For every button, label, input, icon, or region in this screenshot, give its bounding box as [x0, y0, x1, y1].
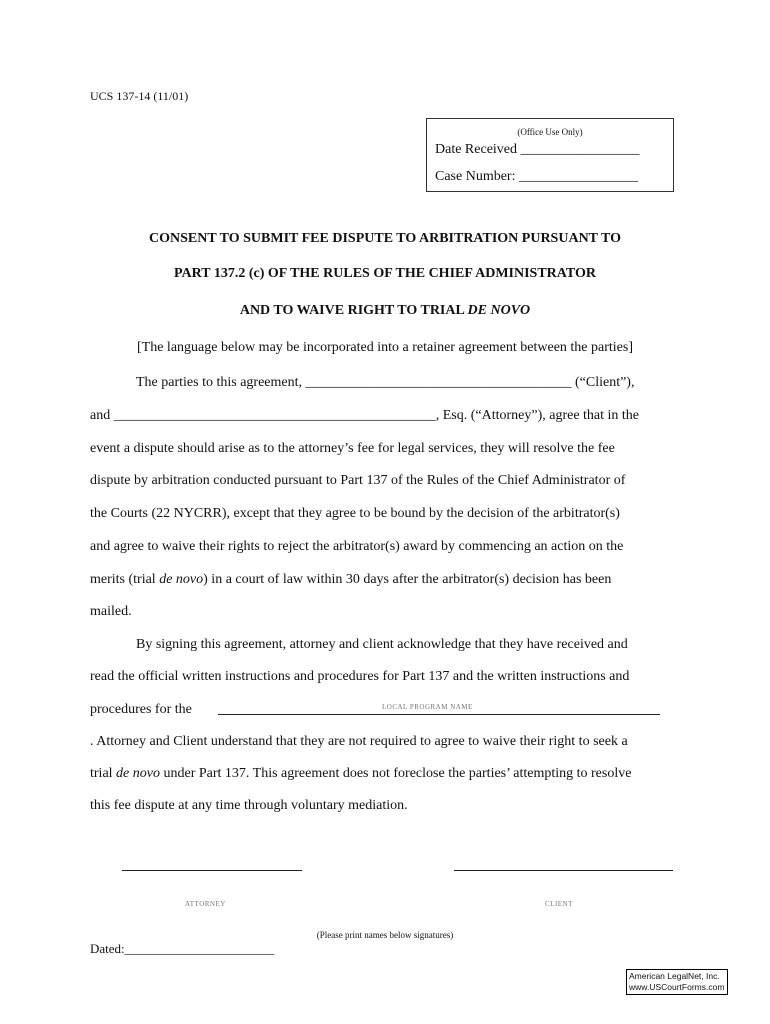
client-name-line[interactable]: The parties to this agreement, ______________________________________ (“Client”), [136, 375, 635, 390]
body-p2-line-5-a: trial [90, 766, 117, 781]
body-line-5: the Courts (22 NYCRR), except that they agree to be bound by the decision of the arbitrator(s) [90, 506, 620, 521]
body-line-7 [90, 572, 611, 588]
office-use-heading: (Office Use Only) [517, 127, 583, 137]
local-program-name-label: LOCAL PROGRAM NAME [382, 703, 473, 711]
attorney-name-line[interactable]: and ______________________________________________, Esq. (“Attorney”), agree that in the [90, 408, 640, 423]
body-line-6: and agree to waive their rights to reject the arbitrator(s) award by commencing an action on the [90, 539, 624, 554]
stamp-line-1: American LegalNet, Inc. [629, 971, 720, 981]
body-p2-line-4: . Attorney and Client understand that they are not required to agree to waive their right to seek a [90, 734, 628, 749]
retainer-note: [The language below may be incorporated into a retainer agreement between the parties] [137, 340, 633, 355]
attorney-signature-line[interactable] [122, 870, 302, 871]
date-received-field[interactable]: Date Received _________________ [435, 142, 640, 157]
attorney-label: ATTORNEY [185, 900, 226, 908]
stamp-line-2: www.USCourtForms.com [629, 982, 725, 992]
case-number-field[interactable]: Case Number: _________________ [435, 169, 638, 184]
body-p2-line-5-italic: de novo [116, 766, 160, 781]
client-signature-line[interactable] [454, 870, 673, 871]
client-label: CLIENT [545, 900, 573, 908]
title-line-3 [0, 303, 770, 319]
local-program-name-field[interactable] [218, 714, 660, 715]
body-p2-line-3: procedures for the [90, 702, 192, 717]
body-line-7-b: ) in a court of law within 30 days after the arbitrator(s) decision has been [203, 572, 612, 587]
title-line-2: PART 137.2 (c) OF THE RULES OF THE CHIEF ADMINISTRATOR [174, 266, 596, 281]
body-line-3: event a dispute should arise as to the attorney’s fee for legal services, they will resolve the fee [90, 441, 615, 456]
body-p2-line-2: read the official written instructions and procedures for Part 137 and the written instructions and [90, 669, 630, 684]
dated-field[interactable]: Dated:_______________________ [90, 941, 275, 956]
body-p2-line-5-b: under Part 137. This agreement does not foreclose the parties’ attempting to resolve [159, 766, 632, 781]
form-id: UCS 137-14 (11/01) [90, 89, 189, 103]
body-line-4: dispute by arbitration conducted pursuant to Part 137 of the Rules of the Chief Administrator of [90, 473, 626, 488]
legalnet-stamp [626, 969, 728, 995]
title-de-novo: DE NOVO [467, 303, 531, 318]
office-use-box [426, 118, 674, 192]
title-line-1: CONSENT TO SUBMIT FEE DISPUTE TO ARBITRATION PURSUANT TO [148, 231, 621, 246]
body-line-7-italic: de novo [159, 572, 204, 587]
print-names-note: (Please print names below signatures) [316, 930, 454, 940]
body-p2-line-1: By signing this agreement, attorney and client acknowledge that they have received and [136, 637, 628, 652]
body-p2-line-5 [90, 766, 631, 782]
body-line-8: mailed. [90, 604, 132, 619]
title-line-3-text: AND TO WAIVE RIGHT TO TRIAL [239, 303, 468, 318]
body-line-7-a: merits (trial [90, 572, 160, 587]
body-p2-line-6: this fee dispute at any time through voluntary mediation. [90, 798, 408, 813]
